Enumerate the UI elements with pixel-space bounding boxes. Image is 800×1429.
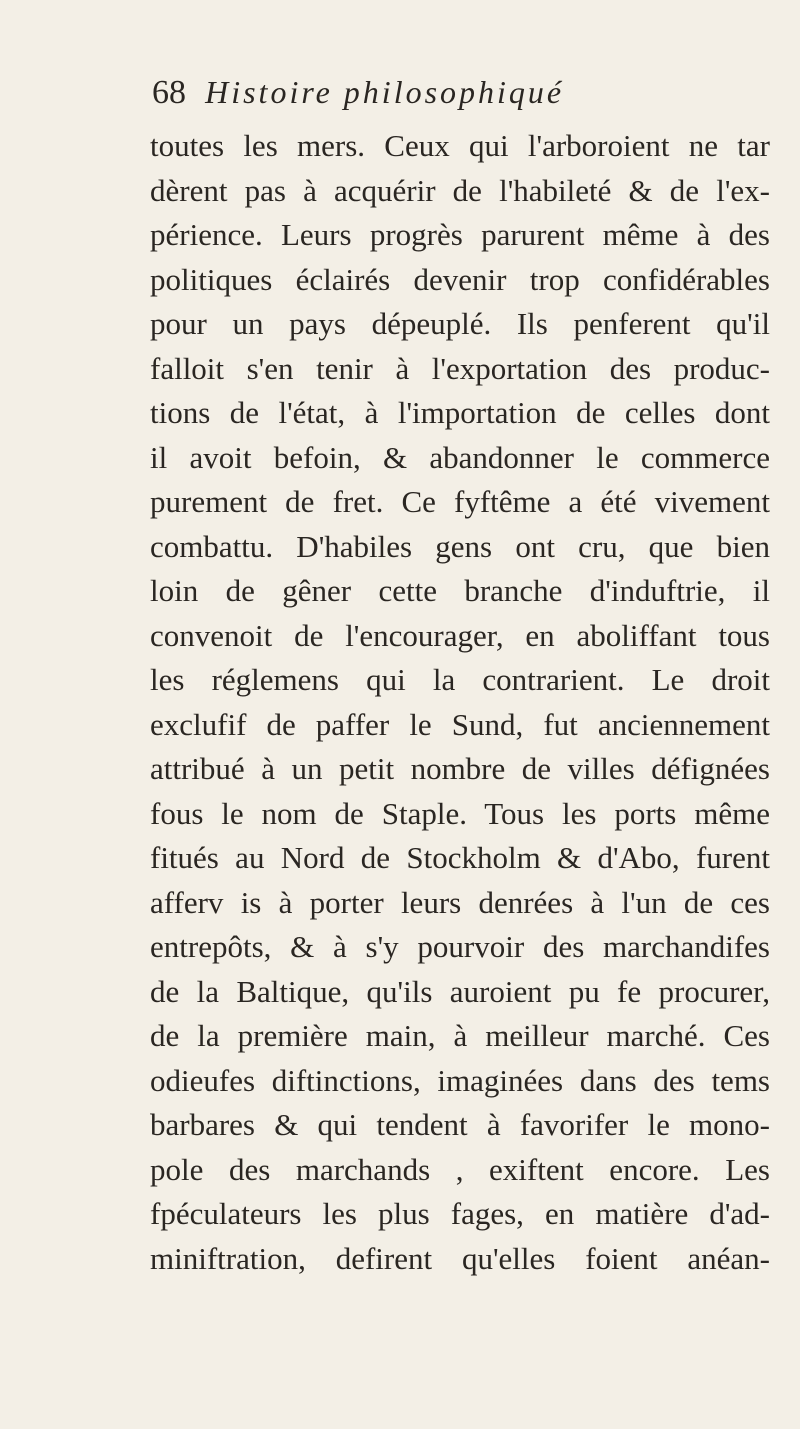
text-line: barbares & qui tendent à favorifer le mono- [150,1107,770,1142]
text-line: pole des marchands , exiftent encore. Les [150,1151,770,1187]
text-line: purement de fret. Ce fyftême a été vivement [150,484,770,519]
text-line: entrepôts, & à s'y pourvoir des marchandifes [150,929,770,964]
text-line: afferv is à porter leurs denrées à l'un de ces [150,884,770,920]
text-line: de la première main, à meilleur marché. Ces [150,1018,770,1053]
text-line: odieufes diftinctions, imaginées dans des tems [150,1062,770,1098]
page-number: 68 [152,74,186,111]
text-line: toutes les mers. Ceux qui l'arboroient ne tar [150,128,770,163]
text-line: loin de gêner cette branche d'induftrie, il [150,573,770,608]
running-title: Histoire philosophiqué [205,74,565,110]
text-line: combattu. D'habiles gens ont cru, que bien [150,528,770,564]
text-line: fitués au Nord de Stockholm & d'Abo, furent [150,840,770,875]
text-line: convenoit de l'encourager, en aboliffant tous [150,617,770,653]
text-line: falloit s'en tenir à l'exportation des produc- [150,350,770,386]
text-line: dèrent pas à acquérir de l'habileté & de l'ex- [150,172,770,208]
text-line: politiques éclairés devenir trop confidérables [150,261,770,297]
text-line: exclufif de paffer le Sund, fut anciennement [150,706,770,742]
text-line: périence. Leurs progrès parurent même à des [150,217,770,252]
page-header [152,74,752,122]
text-line: tions de l'état, à l'importation de celles dont [150,395,770,430]
text-line: les réglemens qui la contrarient. Le droit [150,662,770,697]
text-line: de la Baltique, qu'ils auroient pu fe procurer, [150,973,770,1009]
body-text [150,124,770,1281]
text-line: fpéculateurs les plus fages, en matière d'ad- [150,1196,770,1231]
text-line: fous le nom de Staple. Tous les ports même [150,795,770,831]
text-line: miniftration, defirent qu'elles foient anéan- [150,1240,770,1276]
text-line: il avoit befoin, & abandonner le commerce [150,439,770,475]
text-line: pour un pays dépeuplé. Ils penferent qu'il [150,306,770,341]
text-line: attribué à un petit nombre de villes défignées [150,751,770,786]
